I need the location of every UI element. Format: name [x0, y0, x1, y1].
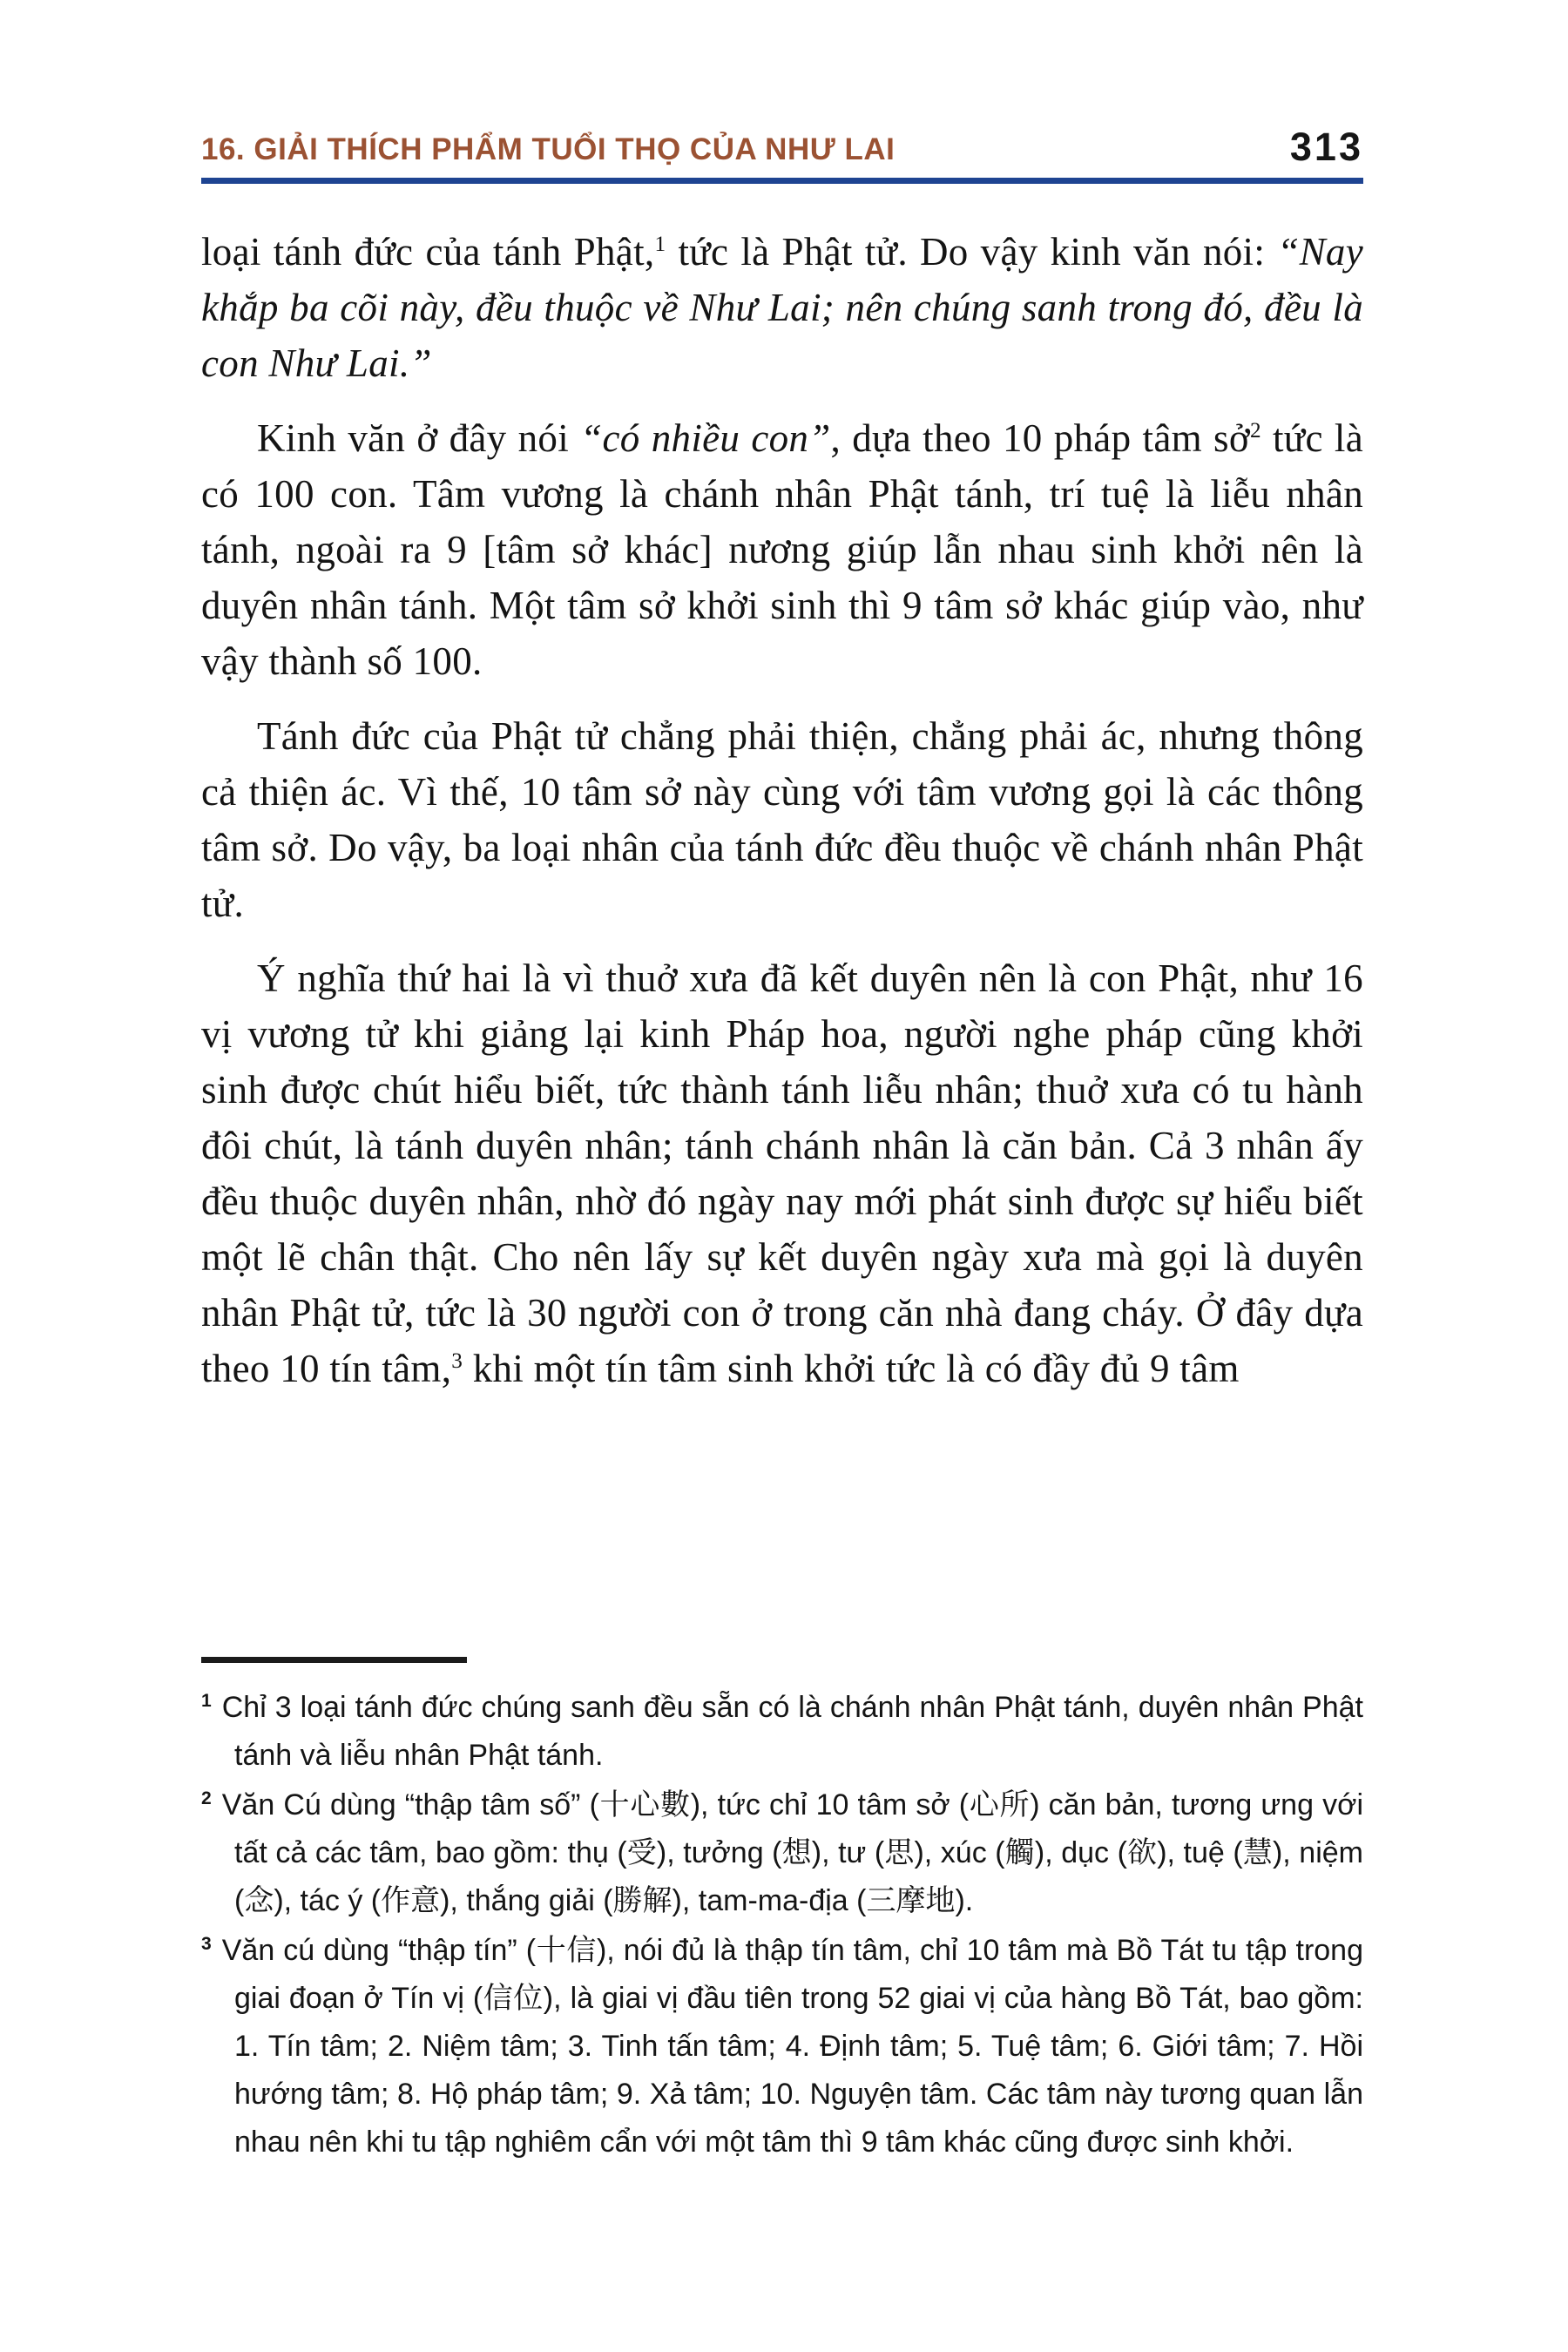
footnote-marker: 2	[201, 1788, 212, 1808]
footnote-ref: 1	[654, 233, 666, 256]
page-number: 313	[1289, 125, 1363, 169]
header-rule	[201, 178, 1363, 184]
footnotes-section	[201, 1657, 1363, 2166]
footnote-ref: 2	[1249, 419, 1261, 443]
text-run: Chỉ 3 loại tánh đức chúng sanh đều sẵn có là chánh nhân Phật tánh, duyên nhân Phật tánh và liễu nhân Phật tánh.	[221, 1691, 1363, 1772]
chapter-title: 16. GIẢI THÍCH PHẨM TUỔI THỌ CỦA NHƯ LAI	[201, 132, 896, 166]
paragraph	[201, 708, 1363, 931]
footnotes-list	[201, 1684, 1363, 2166]
text-run: loại tánh đức của tánh Phật,	[201, 230, 655, 274]
text-run: tức là Phật tử. Do vậy kinh văn nói:	[666, 230, 1278, 274]
footnote	[201, 1781, 1363, 1925]
footnote-ref: 3	[451, 1349, 463, 1373]
footnote-separator	[201, 1657, 467, 1663]
text-run: Văn cú dùng “thập tín” (十信), nói đủ là thập tín tâm, chỉ 10 tâm mà Bồ Tát tu tập trong giai đoạn ở Tín vị (信位), là giai vị đầu tiên trong 52 giai vị của hàng Bồ Tát, bao gồm: 1. Tín tâm; 2. Niệm tâm; 3. Tinh tấn tâm; 4. Định tâm; 5. Tuệ tâm; 6. Giới tâm; 7. Hồi hướng tâm; 8. Hộ pháp tâm; 9. Xả tâm; 10. Nguyện tâm. Các tâm này tương quan lẫn nhau nên khi tu tập nghiêm cẩn với một tâm thì 9 tâm khác cũng được sinh khởi.	[221, 1934, 1363, 2159]
text-run: Văn Cú dùng “thập tâm số” (十心數), tức chỉ 10 tâm sở (心所) căn bản, tương ưng với tất cả các tâm, bao gồm: thụ (受), tưởng (想), tư (思), xúc (觸), dục (欲), tuệ (慧), niệm (念), tác ý (作意), thắng giải (勝解), tam-ma-địa (三摩地).	[221, 1788, 1363, 1917]
text-run: , dựa theo 10 pháp tâm sở	[830, 416, 1250, 460]
page-header	[201, 125, 1363, 169]
footnote-marker: 1	[201, 1690, 212, 1711]
text-run: Tánh đức của Phật tử chẳng phải thiện, chẳng phải ác, nhưng thông cả thiện ác. Vì thế, 10 tâm sở này cùng với tâm vương gọi là các thông tâm sở. Do vậy, ba loại nhân của tánh đức đều thuộc về chánh nhân Phật tử.	[201, 714, 1363, 925]
quoted-scripture: “Nay khắp ba cõi này, đều thuộc về Như Lai; nên chúng sanh trong đó, đều là con Như Lai.”	[201, 230, 1363, 385]
text-run: tức là có 100 con. Tâm vương là chánh nhân Phật tánh, trí tuệ là liễu nhân tánh, ngoài ra 9 [tâm sở khác] nương giúp lẫn nhau sinh khởi nên là duyên nhân tánh. Một tâm sở khởi sinh thì 9 tâm sở khác giúp vào, như vậy thành số 100.	[201, 416, 1363, 683]
body-text	[201, 224, 1363, 1657]
paragraph	[201, 950, 1363, 1396]
text-run: Ý nghĩa thứ hai là vì thuở xưa đã kết duyên nên là con Phật, như 16 vị vương tử khi giảng lại kinh Pháp hoa, người nghe pháp cũng khởi sinh được chút hiểu biết, tức thành tánh liễu nhân; thuở xưa có tu hành đôi chút, là tánh duyên nhân; tánh chánh nhân là căn bản. Cả 3 nhân ấy đều thuộc duyên nhân, nhờ đó ngày nay mới phát sinh được sự hiểu biết một lẽ chân thật. Cho nên lấy sự kết duyên ngày xưa mà gọi là duyên nhân Phật tử, tức là 30 người con ở trong căn nhà đang cháy. Ở đây dựa theo 10 tín tâm,	[201, 956, 1363, 1390]
footnote	[201, 1684, 1363, 1780]
text-run: khi một tín tâm sinh khởi tức là có đầy đủ 9 tâm	[463, 1347, 1240, 1390]
footnote	[201, 1927, 1363, 2166]
footnote-marker: 3	[201, 1933, 212, 1954]
quoted-scripture: “có nhiều con”	[580, 416, 831, 460]
paragraph	[201, 224, 1363, 391]
text-run: Kinh văn ở đây nói	[257, 416, 581, 460]
paragraph	[201, 410, 1363, 689]
